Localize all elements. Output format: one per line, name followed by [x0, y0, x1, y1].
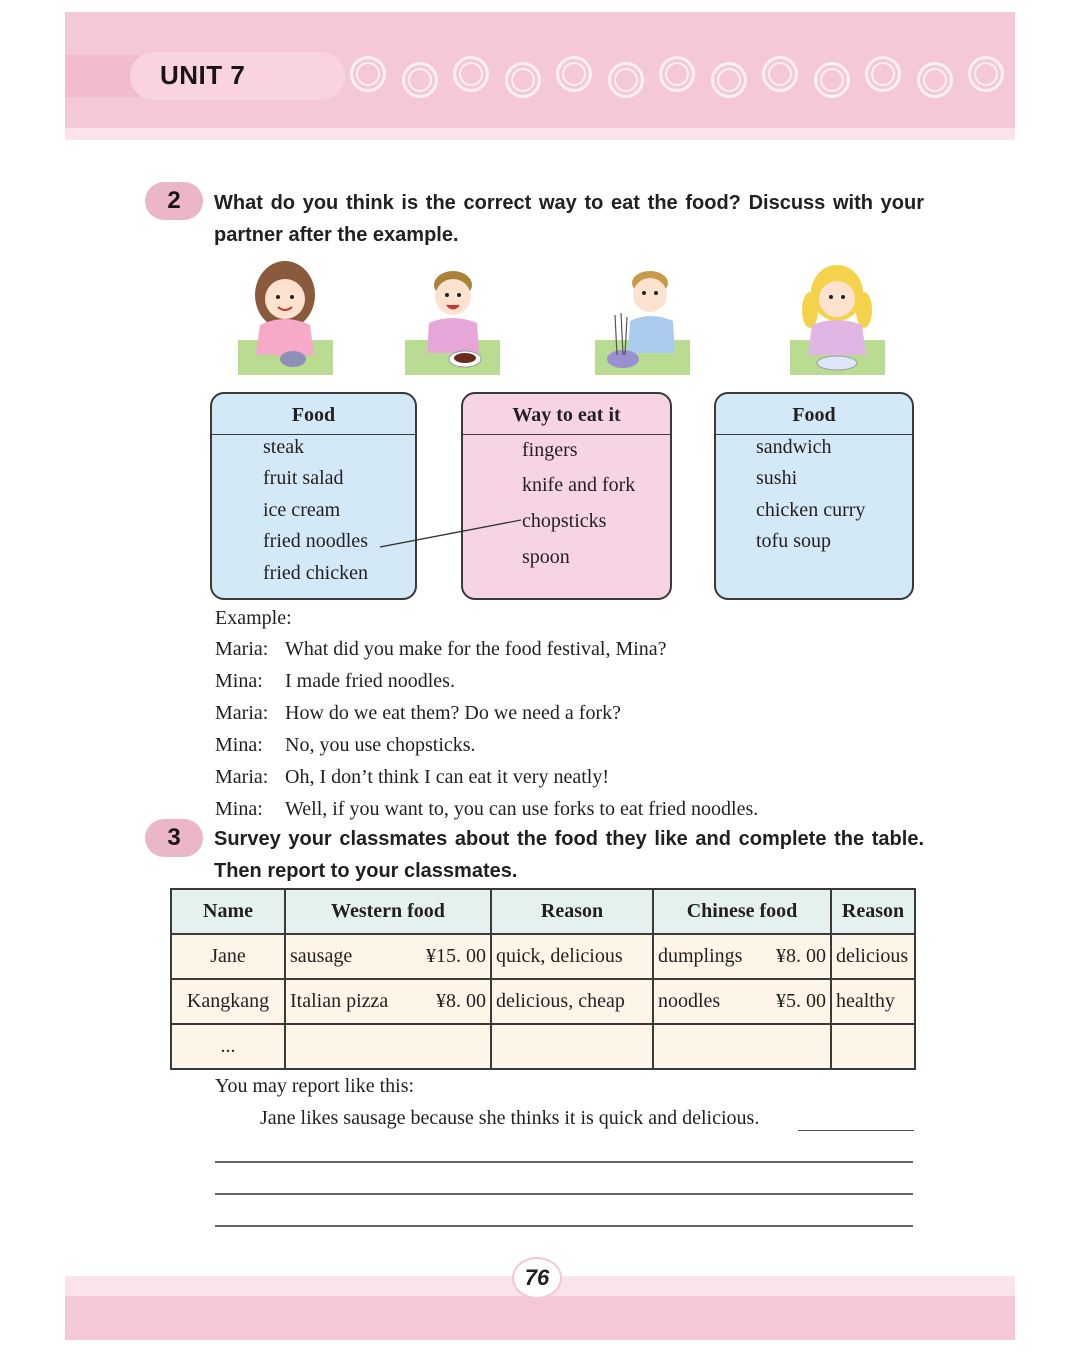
answer-line[interactable] — [215, 1161, 913, 1163]
report-label: You may report like this: — [215, 1075, 415, 1097]
food-item: fried chicken — [263, 562, 368, 584]
speaker: Maria: — [215, 702, 269, 724]
ring-decoration — [402, 62, 438, 98]
cell-chinese-food-text: dumplings — [658, 945, 743, 967]
price: ¥8. 00 — [436, 990, 486, 1012]
answer-blank[interactable] — [798, 1130, 914, 1131]
activity-2-instruction: What do you think is the correct way to eat the food? Discuss with your partner after the example. — [214, 192, 924, 246]
dialogue-line — [215, 729, 476, 761]
ring-decoration — [505, 62, 541, 98]
cell-name[interactable] — [171, 934, 285, 979]
cell-chinese-food[interactable] — [653, 934, 831, 979]
activity-2-badge: 2 — [145, 182, 203, 220]
cell-reason-1-text: delicious, cheap — [496, 990, 625, 1012]
ring-decoration — [556, 56, 592, 92]
ring-decoration — [917, 62, 953, 98]
decorative-rings — [350, 54, 1015, 104]
way-item: fingers — [522, 439, 578, 461]
price: ¥15. 00 — [426, 945, 486, 967]
cell-chinese-food[interactable] — [653, 1024, 831, 1069]
cell-reason-1[interactable] — [491, 934, 653, 979]
answer-line[interactable] — [215, 1225, 913, 1227]
cell-name[interactable] — [171, 979, 285, 1024]
food-item: tofu soup — [756, 530, 831, 552]
dialogue-line — [215, 633, 667, 665]
unit-title: UNIT 7 — [160, 60, 246, 90]
girl-with-sandwich-illustration — [790, 255, 885, 375]
cell-reason-1-text: quick, delicious — [496, 945, 623, 967]
cell-western-food-text: Italian pizza — [290, 990, 389, 1012]
girl-with-spoon-illustration — [238, 255, 333, 375]
food-item: chicken curry — [756, 499, 866, 521]
cell-name[interactable] — [171, 1024, 285, 1069]
cell-reason-2-text: delicious — [836, 945, 909, 967]
utterance: What did you make for the food festival, Mina? — [285, 638, 667, 660]
footer-band — [65, 1296, 1015, 1340]
page-number: 76 — [512, 1257, 562, 1299]
food-item: ice cream — [263, 499, 341, 521]
utterance: Well, if you want to, you can use forks to eat fried noodles. — [285, 798, 759, 820]
dialogue-line — [215, 665, 455, 697]
food-item: sandwich — [756, 436, 832, 458]
header-reason-2: Reason — [831, 889, 915, 934]
ring-decoration — [608, 62, 644, 98]
cell-western-food[interactable] — [285, 1024, 491, 1069]
ring-decoration — [711, 62, 747, 98]
way-item: knife and fork — [522, 474, 636, 496]
report-example: Jane likes sausage because she thinks it is quick and delicious. — [260, 1107, 760, 1129]
speaker: Mina: — [215, 670, 263, 692]
cell-reason-2[interactable] — [831, 934, 915, 979]
cell-western-food[interactable] — [285, 934, 491, 979]
ring-decoration — [968, 56, 1004, 92]
dialogue-line — [215, 793, 758, 825]
example-label: Example: — [215, 607, 292, 629]
header-reason-1: Reason — [491, 889, 653, 934]
survey-table — [170, 888, 916, 1070]
header-strip — [65, 128, 1015, 140]
ring-decoration — [659, 56, 695, 92]
header-chinese-food: Chinese food — [653, 889, 831, 934]
utterance: Oh, I don’t think I can eat it very neatly! — [285, 766, 609, 788]
utterance: No, you use chopsticks. — [285, 734, 476, 756]
cell-reason-2[interactable] — [831, 979, 915, 1024]
ring-decoration — [814, 62, 850, 98]
cell-reason-2-text: healthy — [836, 990, 895, 1012]
food-box-right — [714, 392, 914, 600]
price: ¥8. 00 — [776, 945, 826, 967]
way-to-eat-box — [461, 392, 672, 600]
food-box-right-title: Food — [716, 394, 912, 435]
table-row — [171, 1024, 915, 1069]
dialogue-line — [215, 697, 621, 729]
ring-decoration — [762, 56, 798, 92]
cell-name-text: Jane — [210, 945, 246, 967]
food-item: sushi — [756, 467, 798, 489]
cell-reason-1[interactable] — [491, 1024, 653, 1069]
speaker: Maria: — [215, 766, 269, 788]
ring-decoration — [350, 56, 386, 92]
way-item: spoon — [522, 546, 570, 568]
header-name: Name — [171, 889, 285, 934]
dialogue-line — [215, 761, 609, 793]
way-item: chopsticks — [522, 510, 607, 532]
food-box-left — [210, 392, 417, 600]
cell-chinese-food-text: noodles — [658, 990, 721, 1012]
header-western-food: Western food — [285, 889, 491, 934]
cell-reason-2[interactable] — [831, 1024, 915, 1069]
table-row — [171, 934, 915, 979]
cell-name-text: ... — [220, 1035, 236, 1057]
speaker: Maria: — [215, 638, 269, 660]
table-row — [171, 979, 915, 1024]
answer-line[interactable] — [215, 1193, 913, 1195]
food-item: fried noodles — [263, 530, 368, 552]
food-item: fruit salad — [263, 467, 344, 489]
utterance: How do we eat them? Do we need a fork? — [285, 702, 621, 724]
food-item: steak — [263, 436, 305, 458]
utterance: I made fried noodles. — [285, 670, 455, 692]
way-to-eat-box-title: Way to eat it — [463, 394, 670, 435]
cell-name-text: Kangkang — [186, 990, 270, 1012]
cell-chinese-food[interactable] — [653, 979, 831, 1024]
activity-3-badge: 3 — [145, 819, 203, 857]
ring-decoration — [865, 56, 901, 92]
cell-reason-1[interactable] — [491, 979, 653, 1024]
food-box-left-title: Food — [212, 394, 415, 435]
boy-with-chopsticks-illustration — [595, 255, 690, 375]
speaker: Mina: — [215, 798, 263, 820]
cell-western-food[interactable] — [285, 979, 491, 1024]
activity-3-instruction: Survey your classmates about the food they like and complete the table. Then report to your classmates. — [214, 828, 924, 882]
ring-decoration — [453, 56, 489, 92]
boy-with-knife-and-fork-illustration — [405, 255, 500, 375]
cell-western-food-text: sausage — [290, 945, 353, 967]
speaker: Mina: — [215, 734, 263, 756]
price: ¥5. 00 — [776, 990, 826, 1012]
